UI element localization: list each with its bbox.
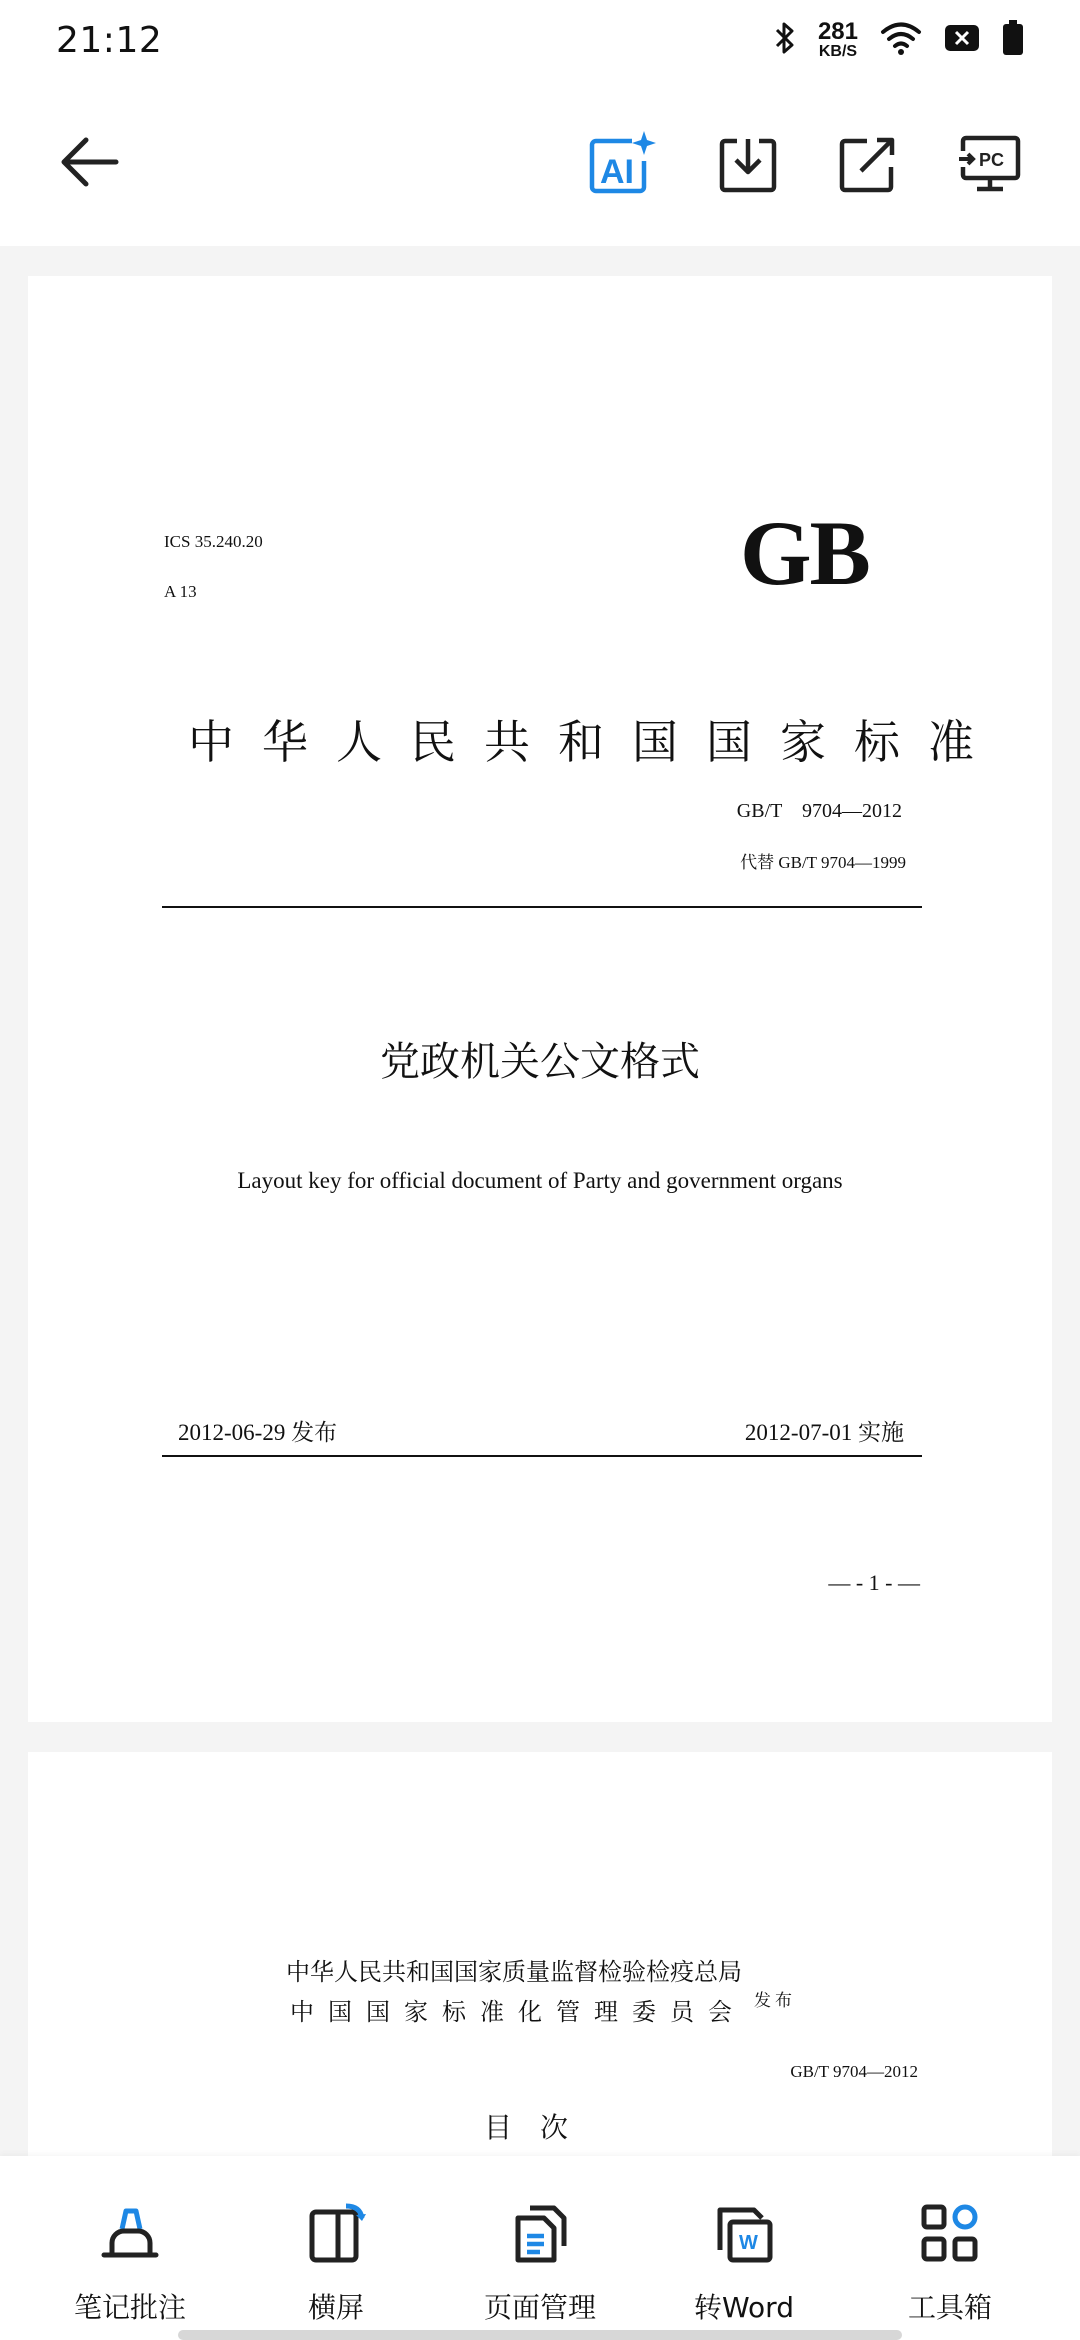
status-bar <box>0 0 1080 80</box>
status-icons <box>774 20 1024 61</box>
replaces-standard: 代替 GB/T 9704—1999 <box>740 853 906 872</box>
nav-page-manage[interactable] <box>440 2156 640 2340</box>
page-manage-icon <box>507 2200 573 2266</box>
divider-bottom <box>162 1455 922 1457</box>
nav-toolbox-label: 工具箱 <box>907 2291 992 2324</box>
ics-code: ICS 35.240.20 <box>164 532 263 551</box>
document-subtitle-en: Layout key for official document of Party and government organs <box>237 1168 843 1193</box>
ai-assistant-button[interactable] <box>582 124 662 204</box>
net-speed-value: 281 <box>817 18 858 45</box>
publish-date: 2012-06-29 发布 <box>178 1420 338 1445</box>
national-standard-title: 中华人民共和国国家标准 <box>188 715 1002 769</box>
divider-top <box>162 906 922 908</box>
convert-word-icon <box>711 2200 777 2266</box>
standard-number: GB/T 9704—2012 <box>736 800 902 822</box>
nav-page-manage-label: 页面管理 <box>483 2291 596 2324</box>
top-toolbar <box>0 80 1080 246</box>
nav-landscape-label: 横屏 <box>307 2291 364 2324</box>
bottom-nav <box>0 2156 1080 2340</box>
net-speed <box>818 20 858 60</box>
issuer-line-1: 中华人民共和国国家质量监督检验检疫总局 <box>286 1958 742 1986</box>
ai-assistant-icon <box>588 131 656 197</box>
implement-date: 2012-07-01 实施 <box>744 1420 904 1445</box>
sim-x-icon <box>944 24 980 57</box>
document-title: 党政机关公文格式 <box>380 1039 700 1085</box>
page2-standard-number: GB/T 9704—2012 <box>790 2062 918 2081</box>
back-button[interactable] <box>48 120 132 204</box>
cast-to-pc-icon <box>959 135 1021 193</box>
share-icon <box>839 135 897 193</box>
issue-label: 发布 <box>754 1991 796 2011</box>
wifi-icon <box>880 21 922 60</box>
annotate-icon <box>97 2200 163 2266</box>
home-indicator[interactable] <box>178 2330 902 2340</box>
download-button[interactable] <box>708 124 788 204</box>
page-number: — - 1 - — <box>828 1570 920 1595</box>
bluetooth-icon <box>774 21 796 60</box>
net-speed-unit: KB/S <box>818 43 858 60</box>
nav-convert-word[interactable] <box>644 2156 844 2340</box>
toolbox-icon <box>917 2200 983 2266</box>
document-page-1[interactable] <box>28 276 1052 1722</box>
nav-annotate-label: 笔记批注 <box>73 2291 186 2324</box>
rotate-landscape-icon <box>303 2200 369 2266</box>
svg-text:W: W <box>739 2232 758 2254</box>
status-time: 21:12 <box>56 19 163 61</box>
nav-convert-word-label: 转Word <box>694 2291 794 2324</box>
nav-annotate[interactable] <box>30 2156 230 2340</box>
svg-text:AI: AI <box>600 153 634 191</box>
battery-icon <box>1002 20 1024 61</box>
nav-landscape[interactable] <box>236 2156 436 2340</box>
classification-code: A 13 <box>164 582 197 601</box>
arrow-left-icon <box>60 136 120 188</box>
gb-mark: GB <box>740 502 869 604</box>
nav-toolbox[interactable] <box>850 2156 1050 2340</box>
toc-heading: 目次 <box>483 2111 596 2144</box>
issuer-line-2: 中国国家标准化管理委员会 <box>290 1998 746 2026</box>
svg-text:PC: PC <box>979 150 1005 170</box>
download-icon <box>719 135 777 193</box>
cast-to-pc-button[interactable] <box>950 124 1030 204</box>
share-button[interactable] <box>828 124 908 204</box>
